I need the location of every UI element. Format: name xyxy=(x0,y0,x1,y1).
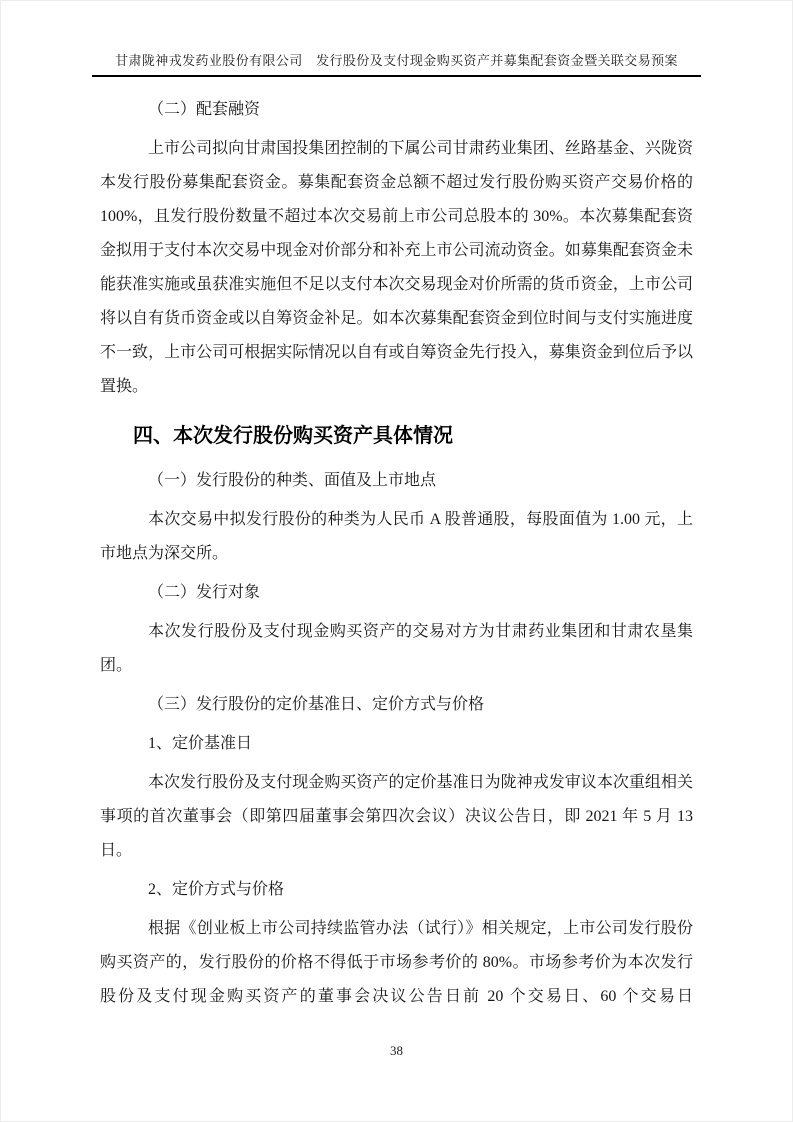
paragraph-supporting-financing: 上市公司拟向甘肃国投集团控制的下属公司甘肃药业集团、丝路基金、兴陇资本发行股份募集配套资金。募集配套资金总额不超过发行股份购买资产交易价格的 100%，且发行股份数量不超过本次交易前上市公司总股本的 30%。本次募集配套资金拟用于支付本次交易中现金对价部分和补充上市公司流动资金。如募集配套资金未能获准实施或虽获准实施但不足以支付本次交易现金对价所需的货币资金，上市公司将以自有货币资金或以自筹资金补足。如本次募集配套资金到位时间与支付实施进度不一致，上市公司可根据实际情况以自有或自筹资金先行投入，募集资金到位后予以置换。 xyxy=(100,140,693,395)
page-number: 38 xyxy=(390,1043,403,1058)
page-footer xyxy=(0,1043,793,1058)
subitem-pricing-base-date: 1、定价基准日 xyxy=(148,735,253,752)
chapter-heading-section-four: 四、本次发行股份购买资产具体情况 xyxy=(133,425,453,447)
subheading-supporting-financing: （二）配套融资 xyxy=(148,101,261,118)
header-title: 甘肃陇神戎发药业股份有限公司 发行股份及支付现金购买资产并募集配套资金暨关联交易预案 xyxy=(115,53,678,68)
paragraph-pricing-base-date: 本次发行股份及支付现金购买资产的定价基准日为陇神戎发审议本次重组相关事项的首次董事会（即第四届董事会第四次会议）决议公告日，即 2021 年 5 月 13 日。 xyxy=(100,774,693,859)
paragraph-share-type: 本次交易中拟发行股份的种类为人民币 A 股普通股，每股面值为 1.00 元，上市地点为深交所。 xyxy=(100,511,693,562)
page-header xyxy=(92,52,701,77)
subitem-pricing-method: 2、定价方式与价格 xyxy=(148,881,285,898)
paragraph-issuance-targets: 本次发行股份及支付现金购买资产的交易对方为甘肃药业集团和甘肃农垦集团。 xyxy=(100,623,693,674)
subheading-issuance-targets: （二）发行对象 xyxy=(148,584,261,601)
subheading-share-type-par-value-listing: （一）发行股份的种类、面值及上市地点 xyxy=(148,472,437,489)
document-body xyxy=(100,93,693,1014)
subheading-pricing-basis: （三）发行股份的定价基准日、定价方式与价格 xyxy=(148,696,485,713)
paragraph-pricing-method: 根据《创业板上市公司持续监管办法（试行）》相关规定，上市公司发行股份购买资产的，发行股份的价格不得低于市场参考价的 80%。市场参考价为本次发行股份及支付现金购买资产的董事会决议公告日前 20 个交易日、60 个交易日 xyxy=(100,920,693,1005)
